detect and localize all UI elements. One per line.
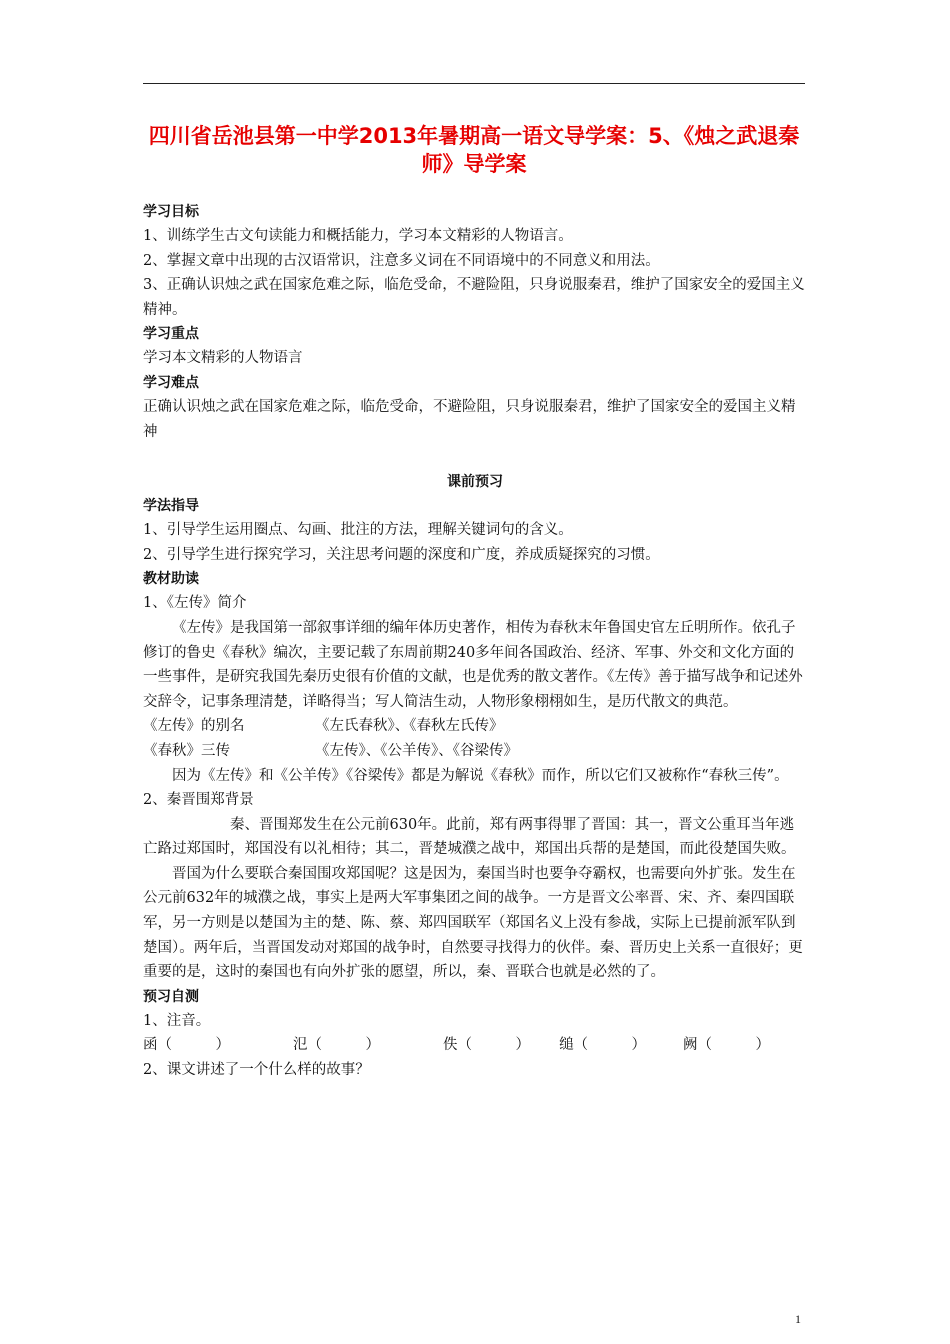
document-body <box>143 200 807 1083</box>
alias-label: 《左传》的别名 <box>143 718 245 735</box>
focus-heading: 学习重点 <box>143 326 199 343</box>
page-number: 1 <box>795 1312 801 1326</box>
pinyin-item: 缒（ ） <box>559 1037 646 1054</box>
pinyin-row <box>143 1033 807 1058</box>
header-rule <box>143 83 805 84</box>
three-value: 《左传》、《公羊传》、《谷梁传》 <box>315 742 518 759</box>
three-label: 《春秋》三传 <box>143 742 230 759</box>
selftest-q1: 1、注音。 <box>143 1012 211 1029</box>
pinyin-item: 阙（ ） <box>683 1037 770 1054</box>
pinyin-item: 函（ ） <box>143 1037 230 1054</box>
goal-item-1: 1、训练学生古文句读能力和概括能力，学习本文精彩的人物语言。 <box>143 228 573 244</box>
goals-heading: 学习目标 <box>143 204 199 220</box>
method-item-2: 2、引导学生进行探究学习，关注思考问题的深度和广度，养成质疑探究的习惯。 <box>143 546 660 563</box>
difficulty-text: 正确认识烛之武在国家危难之际，临危受命，不避险阻，只身说服秦君，维护了国家安全的爱国主义精神 <box>143 398 796 440</box>
alias-value: 《左氏春秋》、《春秋左氏传》 <box>315 718 504 735</box>
goal-item-2: 2、掌握文章中出现的古汉语常识，注意多义词在不同语境中的不同意义和用法。 <box>143 252 660 269</box>
aid-heading: 教材助读 <box>143 571 199 588</box>
zuozhuan-text: 《左传》是我国第一部叙事详细的编年体历史著作，相传为春秋末年鲁国史官左丘明所作。依孔子修订的鲁史《春秋》编次，主要记载了东周前期240多年间各国政治、经济、军事、外交和文化方面的一些事件，是研究我国先秦历史很有价值的文献，也是优秀的散文著作。《左传》善于描写战争和记述外交辞令，记事条理清楚，详略得当；写人简洁生动，人物形象栩栩如生，是历代散文的典范。 <box>143 619 803 710</box>
selftest-heading: 预习自测 <box>143 988 199 1005</box>
background-title: 2、秦晋围郑背景 <box>143 792 254 809</box>
pinyin-item: 佚（ ） <box>443 1037 530 1054</box>
preview-heading: 课前预习 <box>447 474 503 491</box>
method-heading: 学法指导 <box>143 498 199 515</box>
alias-row <box>143 714 807 739</box>
zuozhuan-title: 1、《左传》简介 <box>143 595 247 612</box>
goal-item-3: 3、正确认识烛之武在国家危难之际，临危受命，不避险阻，只身说服秦君，维护了国家安全的爱国主义精神。 <box>143 277 805 318</box>
focus-text: 学习本文精彩的人物语言 <box>143 350 303 367</box>
three-row <box>143 739 807 764</box>
difficulty-heading: 学习难点 <box>143 374 199 391</box>
background-paragraph-1: 秦、晋围郑发生在公元前630年。此前，郑有两事得罪了晋国：其一，晋文公重耳当年逃亡路过郑国时，郑国没有以礼相待；其二，晋楚城濮之战中，郑国出兵帮的是楚国，而此役楚国失败。 <box>143 816 796 858</box>
selftest-q2: 2、课文讲述了一个什么样的故事？ <box>143 1062 370 1079</box>
method-item-1: 1、引导学生运用圈点、勾画、批注的方法，理解关键词句的含义。 <box>143 522 573 539</box>
three-text: 因为《左传》和《公羊传》《谷梁传》都是为解说《春秋》而作，所以它们又被称作“春秋三传”。 <box>172 767 789 784</box>
document-title: 四川省岳池县第一中学2013年暑期高一语文导学案：5、《烛之武退秦师》导学案 <box>148 124 800 176</box>
pinyin-item: 氾（ ） <box>293 1037 380 1054</box>
background-paragraph-2: 晋国为什么要联合秦国围攻郑国呢？这是因为，秦国当时也要争夺霸权，也需要向外扩张。发生在公元前632年的城濮之战，事实上是两大军事集团之间的战争。一方是晋文公率晋、宋、齐、秦四国联军，另一方则是以楚国为主的楚、陈、蔡、郑四国联军（郑国名义上没有参战，实际上已提前派军队到楚国）。两年后，当晋国发动对郑国的战争时，自然要寻找得力的伙伴。秦、晋历史上关系一直很好；更重要的是，这时的秦国也有向外扩张的愿望，所以，秦、晋联合也就是必然的了。 <box>143 865 803 981</box>
